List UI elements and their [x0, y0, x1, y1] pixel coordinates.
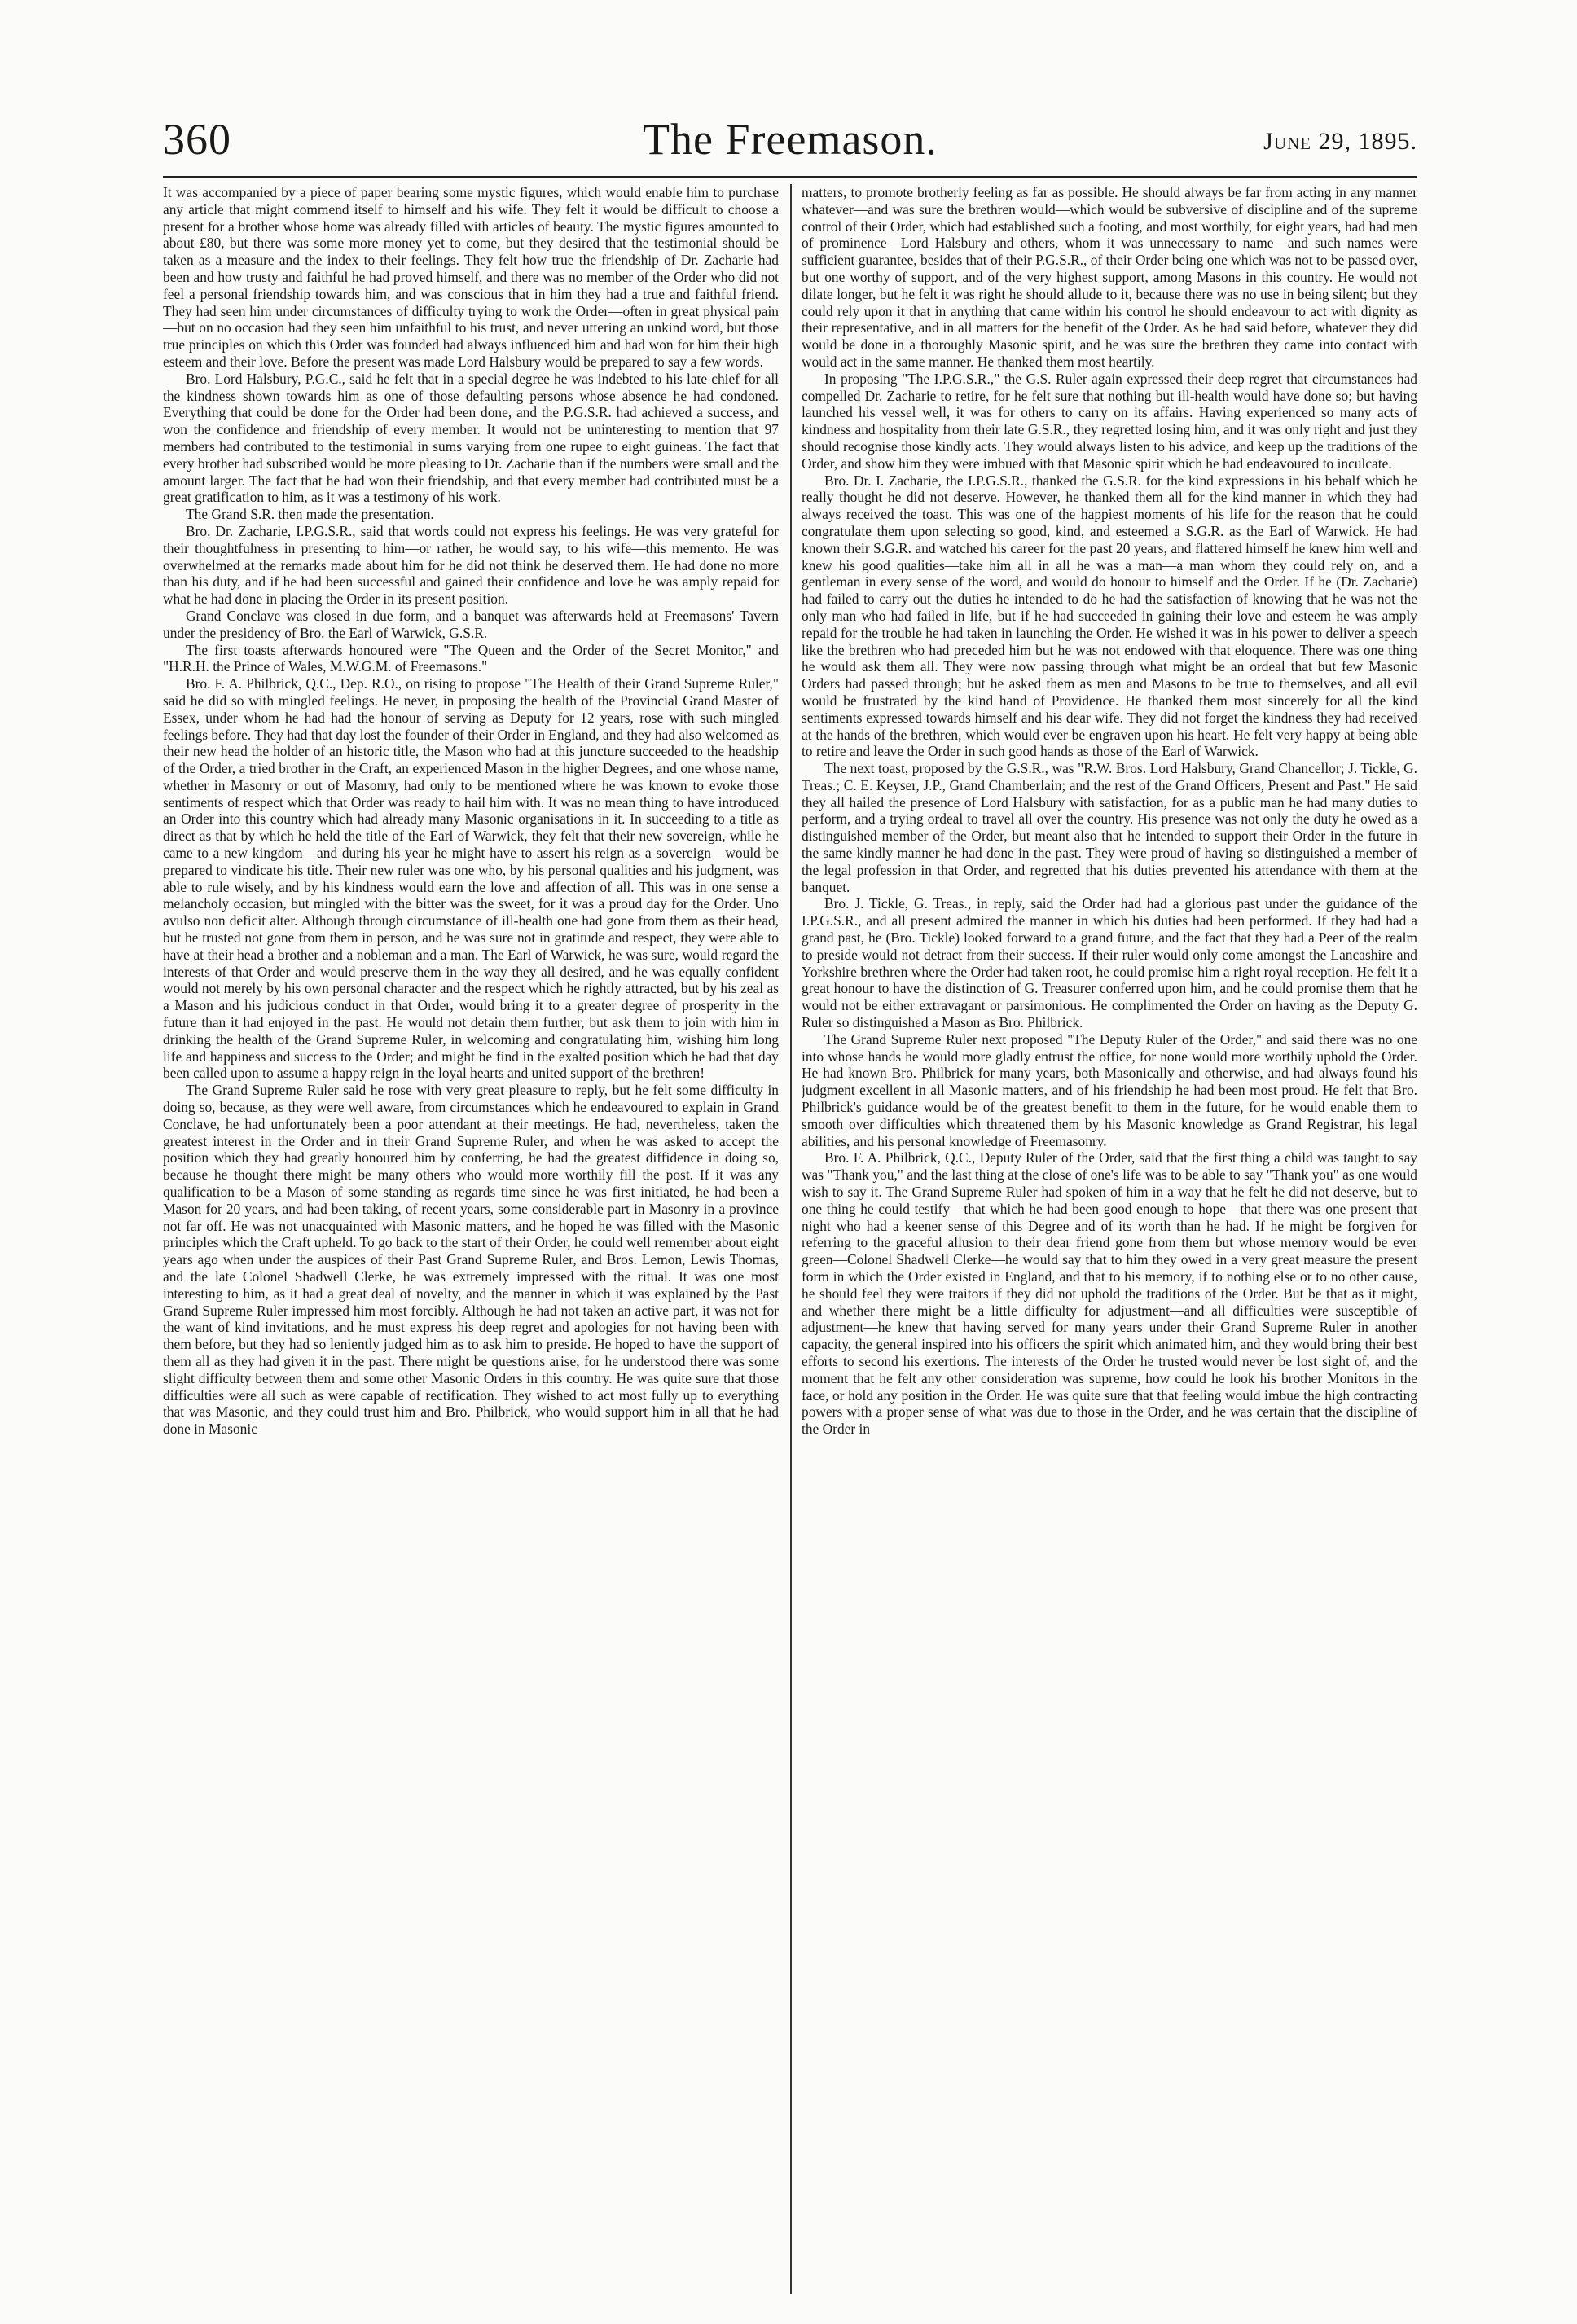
- right-column: [802, 184, 1417, 2294]
- paragraph: matters, to promote brotherly feeling as far as possible. He should always be far from acting in any manner whatever—and was sure the brethren would—which would be subversive of discipline and of the supreme control of their Order, which had established such a footing, and most worthily, for eight years, had had men of prominence—Lord Halsbury and others, whom it was unnecessary to name—and such names were sufficient guarantee, besides that of their P.G.S.R., of their Order being one which was not to be passed over, but one worthy of support, and of the very highest support, among Masons in this country. He would not dilate longer, but he felt it was right he should allude to it, because there was no use in being silent; but they could rely upon it that in anything that came within his control he should endeavour to act with dignity as their representative, and in all matters for the benefit of the Order. As he had said before, whatever they did would be done in a thoroughly Masonic spirit, and he was sure the brethren they came into contact with would act in the same manner. He thanked them most heartily.: [802, 184, 1417, 370]
- paragraph: The Grand Supreme Ruler next proposed "The Deputy Ruler of the Order," and said there was no one into whose hands he would more gladly entrust the office, for none would more worthily uphold the Order. He had known Bro. Philbrick for many years, both Masonically and otherwise, and had always found his judgment excellent in all Masonic matters, and of his friendship he had been most proud. He felt that Bro. Philbrick's guidance would be of the greatest benefit to them in the future, for he would enable them to smooth over difficulties which threatened them by his Masonic knowledge as Grand Registrar, his legal abilities, and his personal knowledge of Freemasonry.: [802, 1030, 1417, 1149]
- paragraph: Bro. Lord Halsbury, P.G.C., said he felt that in a special degree he was indebted to his late chief for all the kindness shown towards him as one of those defaulting persons whose absence he had condoned. Everything that could be done for the Order had been done, and the P.G.S.R. had achieved a success, and won the confidence and friendship of every member. It would not be uninteresting to mention that 97 members had contributed to the testimonial in sums varying from one rupee to eight guineas. The fact that every brother had subscribed would be more pleasing to Dr. Zacharie than if the numbers were small and the amount larger. The fact that he had won their friendship, and that every member had contributed must be a great gratification to him, as it was a testimony of his work.: [163, 370, 779, 506]
- paragraph: Bro. J. Tickle, G. Treas., in reply, said the Order had had a glorious past under the guidance of the I.P.G.S.R., and all present admired the manner in which his duties had been performed. If they had had a grand past, he (Bro. Tickle) looked forward to a grand future, and the fact that they had a Peer of the realm to preside would not detract from their success. If their ruler would only come amongst the Lancashire and Yorkshire brethren where the Order had taken root, he could promise him a right royal reception. He felt it a great honour to have the distinction of G. Treasurer conferred upon him, and he could promise them that he would not be either extravagant or parsimonious. He complimented the Order on having as the Deputy G. Ruler so distinguished a Mason as Bro. Philbrick.: [802, 895, 1417, 1031]
- paragraph: In proposing "The I.P.G.S.R.," the G.S. Ruler again expressed their deep regret that circumstances had compelled Dr. Zacharie to retire, for he felt sure that nothing but ill-health would have done so; but having launched his vessel well, it was for others to carry on its affairs. Having experienced so many acts of kindness and hospitality from their late G.S.R., they regretted losing him, and it was only right and just they should recognise those kindly acts. They would always listen to his advice, and keep up the traditions of the Order, and show him they were imbued with that Masonic spirit which he had endeavoured to inculcate.: [802, 370, 1417, 472]
- issue-date: June 29, 1895.: [1263, 128, 1417, 155]
- paragraph: Bro. Dr. I. Zacharie, the I.P.G.S.R., thanked the G.S.R. for the kind expressions in his behalf which he really thought he did not deserve. However, he thanked them all for the kind manner in which they had always received the toast. This was one of the happiest moments of his life for the reason that he could congratulate them upon selecting so good, kind, and esteemed a S.G.R. as the Earl of Warwick. He had known their S.G.R. and watched his career for the past 20 years, and flattered himself he knew him well and knew his good qualities—take him all in all he was a man—a man whom they could rely on, and a gentleman in every sense of the word, and would do honour to himself and the Order. If he (Dr. Zacharie) had failed to carry out the duties he intended to do he had the satisfaction of knowing that he was not the only man who had failed in life, but if he had succeeded in gaining their love and esteem he was amply repaid for the trouble he had taken in launching the Order. He wished it was in his power to deliver a speech like the brethren who had preceded him but he was not endowed with that eloquence. There was one thing he would ask them all. They were now passing through what might be an ordeal that but few Masonic Orders had passed through; but he asked them as men and Masons to be true to themselves, and all evil would be frustrated by the kind hand of Providence. He thanked them most sincerely for all the kind sentiments expressed towards himself and his dear wife. They did not forget the kindness they had received at the hands of the brethren, which would ever be engraven upon his heart. He felt very happy at being able to retire and leave the Order in such good hands as those of the Earl of Warwick.: [802, 472, 1417, 760]
- page-number: 360: [163, 115, 231, 164]
- paragraph: It was accompanied by a piece of paper bearing some mystic figures, which would enable him to purchase any article that might commend itself to himself and his wife. They felt it would be difficult to choose a present for a brother whose home was already filled with articles of beauty. The mystic figures amounted to about £80, but there was some more money yet to come, but they desired that the testimonial should be taken as a measure and the index to their feelings. They felt how true the friendship of Dr. Zacharie had been and how trusty and faithful he had proved himself, and there was no member of the Order who did not feel a personal friendship towards him, and was conscious that in him they had a true and faithful friend. They had seen him under circumstances of difficulty trying to work the Order—often in great physical pain—but on no occasion had they seen him unfaithful to his trust, and never uttering an unkind word, but those true principles on which this Order was founded had always influenced him and had won for him their high esteem and their love. Before the present was made Lord Halsbury would be prepared to say a few words.: [163, 184, 779, 370]
- paragraph: The first toasts afterwards honoured were "The Queen and the Order of the Secret Monitor," and "H.R.H. the Prince of Wales, M.W.G.M. of Freemasons.": [163, 641, 779, 675]
- column-divider: [790, 184, 792, 2294]
- header-rule: [163, 176, 1417, 178]
- paragraph: The Grand Supreme Ruler said he rose with very great pleasure to reply, but he felt some difficulty in doing so, because, as they were well aware, from circumstances which he endeavoured to explain in Grand Conclave, he had unfortunately been a poor attendant at their meetings. He had, nevertheless, taken the greatest interest in the Order and in their Grand Supreme Ruler, and when he was asked to accept the position which they had greatly honoured him by conferring, he had the greatest diffidence in doing so, because he thought there might be many others who would more worthily fill the post. If it was any qualification to be a Mason of some standing as regards time since he was first initiated, he had been a Mason for 20 years, and had been taking, of recent years, some considerable part in Masonry in a province not far off. He was not unacquainted with Masonic matters, and he hoped he was filled with the Masonic principles which the Craft upheld. To go back to the start of their Order, he could well remember about eight years ago when under the auspices of their Past Grand Supreme Ruler, and Bros. Lemon, Lewis Thomas, and the late Colonel Shadwell Clerke, he was extremely impressed with the ritual. It was one most interesting to him, as it had a great deal of novelty, and the manner in which it was explained by the Past Grand Supreme Ruler impressed him most forcibly. Although he had not taken an active part, it was not for the want of kind invitations, and he must express his deep regret and apologies for not having been with them before, but they had so leniently judged him as to ask him to preside. He hoped to have the support of them all as they had given it in the past. There might be questions arise, for he understood there was some slight difficulty between them and some other Masonic Orders in this country. He was quite sure that those difficulties were all such as were capable of rectification. They wished to act most fully up to everything that was Masonic, and they could trust him and Bro. Philbrick, who would support him in all that he had done in Masonic: [163, 1082, 779, 1438]
- newspaper-title: The Freemason.: [643, 115, 938, 164]
- masthead: [163, 111, 1417, 176]
- paragraph: The next toast, proposed by the G.S.R., was "R.W. Bros. Lord Halsbury, Grand Chancellor; J. Tickle, G. Treas.; C. E. Keyser, J.P., Grand Chamberlain; and the rest of the Grand Officers, Present and Past." He said they all hailed the presence of Lord Halsbury with satisfaction, for as a public man he had many duties to perform, and a trying ordeal to travel all over the country. His presence was not only the duty he owed as a distinguished member of the Order, but meant also that he intended to support their Order in the future in the same kindly manner he had done in the past. They were proud of having so distinguished a member of the legal profession in that Order, and regretted that his duties prevented his attendance with them at the banquet.: [802, 760, 1417, 895]
- paragraph: Bro. F. A. Philbrick, Q.C., Deputy Ruler of the Order, said that the first thing a child was taught to say was "Thank you," and the last thing at the close of one's life was to be able to say "Thank you" as one would wish to say it. The Grand Supreme Ruler had spoken of him in a way that he felt he did not deserve, but to one thing he could testify—that which he had been good enough to hope—that there was one present that night who had a keener sense of this Degree and of its worth than he had. If he might be forgiven for referring to the graceful allusion to their dear friend gone from them but whose memory would be ever green—Colonel Shadwell Clerke—he would say that to him they owed in a very great measure the present form in which the Order existed in England, and that to his memory, if to nothing else or to no other cause, he should feel they were traitors if they did not uphold the traditions of the Order. But be that as it might, and whether there might be a little difficulty for adjustment—and all difficulties were susceptible of adjustment—he knew that having served for many years under their Grand Supreme Ruler in another capacity, the general inspired into his officers the spirit which animated him, and they would bring their best efforts to second his exertions. The interests of the Order he trusted would never be lost sight of, and the moment that he felt any other consideration was supreme, how could he look his brother Monitors in the face, or hold any position in the Order. He was quite sure that that feeling would imbue the high contracting powers with a proper sense of what was due to those in the Order, and he was certain that the discipline of the Order in: [802, 1149, 1417, 1438]
- paragraph: Grand Conclave was closed in due form, and a banquet was afterwards held at Freemasons' Tavern under the presidency of Bro. the Earl of Warwick, G.S.R.: [163, 607, 779, 641]
- paragraph: Bro. Dr. Zacharie, I.P.G.S.R., said that words could not express his feelings. He was very grateful for their thoughtfulness in presenting to him—or rather, he would say, to his wife—this memento. He was overwhelmed at the remarks made about him for he did not think he deserved them. He had done no more than his duty, and if he had been successful and gained their confidence and love he was amply repaid for what he had done in placing the Order in its present position.: [163, 522, 779, 608]
- left-column: [163, 184, 779, 2294]
- paragraph: The Grand S.R. then made the presentation.: [186, 506, 434, 523]
- paragraph: Bro. F. A. Philbrick, Q.C., Dep. R.O., on rising to propose "The Health of their Grand Supreme Ruler," said he did so with mingled feelings. He never, in proposing the health of the Provincial Grand Master of Essex, under whom he had had the honour of serving as Deputy for 12 years, rose with such mingled feelings before. They had that day lost the founder of their Order in England, and they had also welcomed as their new head the holder of an historic title, the Mason who had at this juncture succeeded to the headship of the Order, a tried brother in the Craft, an experienced Mason in the higher Degrees, and one whose name, whether in Masonry or out of Masonry, had only to be mentioned where he was known to evoke those sentiments of respect which that Order was ready to hail him with. It was no mean thing to have introduced an Order into this country which had already many Masonic organisations in it. In succeeding to a title as direct as that by which he held the title of the Earl of Warwick, they felt that their new sovereign, while he came to a new kingdom—and during his year he might have to assert his reign as a sovereign—would be prepared to vindicate his title. Their new ruler was one who, by his personal qualities and his judgment, was able to rule wisely, and by his kindness would earn the love and affection of all. This was in one sense a melancholy occasion, but mingled with the bitter was the sweet, for it was a proud day for the Order. Uno avulso non deficit alter. Although through circumstance of ill-health one had gone from them as their head, but he trusted not gone from them in person, and he was sure not in gratitude and respect, they were able to have at their head a brother and a nobleman and a man. The Earl of Warwick, he was sure, would regard the interests of that Order and would preserve them in the way they all desired, and he was equally confident would not merely by his own personal character and the respect which he rightly attracted, but by his zeal as a Mason and his judicious conduct in that Order, would bring it to a greater degree of prosperity in the future than it had enjoyed in the past. He would not detain them further, but ask them to join with him in drinking the health of the Grand Supreme Ruler, in welcoming and congratulating him, wishing him long life and happiness and success to the Order; and might he find in the exalted position which he had that day been called upon to assume a happy reign in the loyal hearts and united support of the brethren!: [163, 675, 779, 1082]
